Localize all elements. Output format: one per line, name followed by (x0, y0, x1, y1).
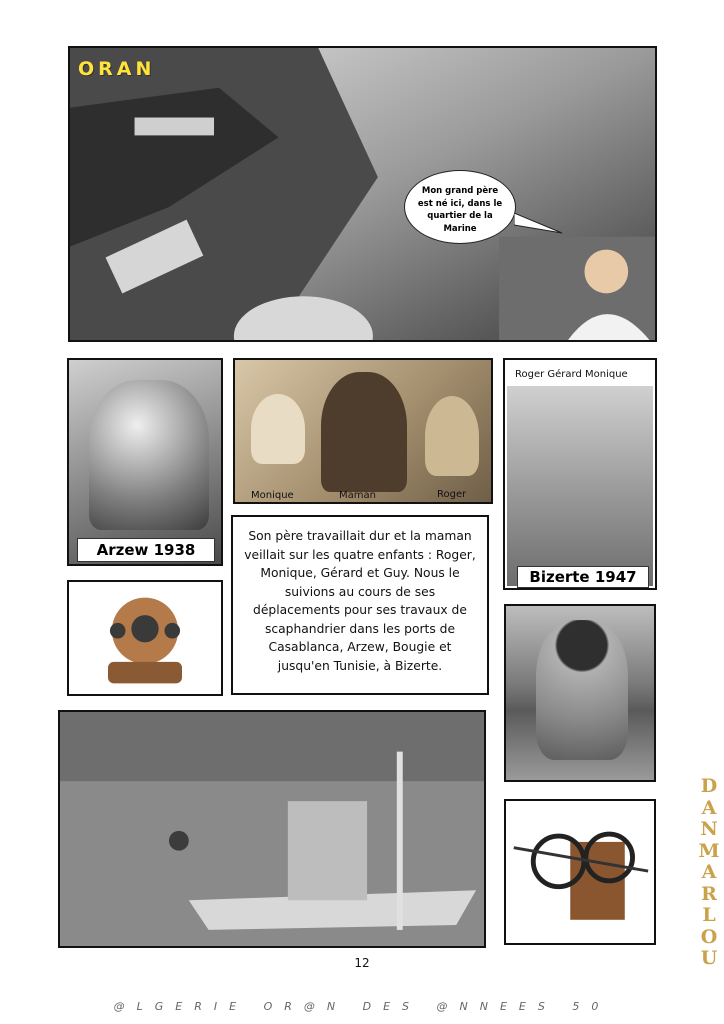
arzew-photo (67, 358, 223, 566)
boy-figure (425, 396, 479, 476)
diver-suit-photo (504, 604, 656, 782)
air-pump-icon (506, 801, 654, 943)
diving-helmet-icon (69, 582, 221, 695)
family-photo (233, 358, 493, 504)
oran-aerial-image (70, 48, 655, 342)
footer-text: @LGERIE OR@N DES @NNEES 50 (113, 1000, 611, 1013)
caption-monique: Monique (251, 490, 294, 501)
diver-figure (536, 620, 628, 760)
caption-roger: Roger (437, 489, 467, 500)
air-pump-photo (504, 799, 656, 945)
speech-bubble-tail (514, 213, 564, 235)
harbor-image (60, 712, 484, 948)
bizerte-photo (503, 358, 657, 590)
girl-figure (251, 394, 305, 464)
page-number: 12 (354, 956, 370, 970)
bizerte-top-caption: Roger Gérard Monique (515, 369, 628, 380)
harbor-divers-photo (58, 710, 486, 948)
side-brand-text (698, 776, 720, 970)
mother-figure (321, 372, 407, 492)
diving-helmet-photo (67, 580, 223, 696)
speech-bubble-text: Mon grand père est né ici, dans le quartier de la Marine (417, 186, 503, 234)
caption-maman: Maman (339, 490, 376, 501)
bizerte-image (507, 386, 653, 586)
arzew-label: Arzew 1938 (77, 538, 215, 562)
oran-title: ORAN (78, 58, 156, 80)
story-text: Son père travaillait dur et la maman veillait sur les quatre enfants : Roger, Monique, Gérard et Guy. Nous le suivions au cours de ses déplacements pour ses travaux de scaphandrier dans les ports de Casablanca, Arzew, Bougie et jusqu'en Tunisie, à Bizerte. (231, 515, 489, 695)
speech-bubble (404, 170, 516, 244)
bizerte-label: Bizerte 1947 (517, 566, 649, 588)
side-brand-letters: DANMARLOU (698, 775, 720, 969)
father-child-figure (89, 380, 209, 530)
oran-aerial-photo (68, 46, 657, 342)
